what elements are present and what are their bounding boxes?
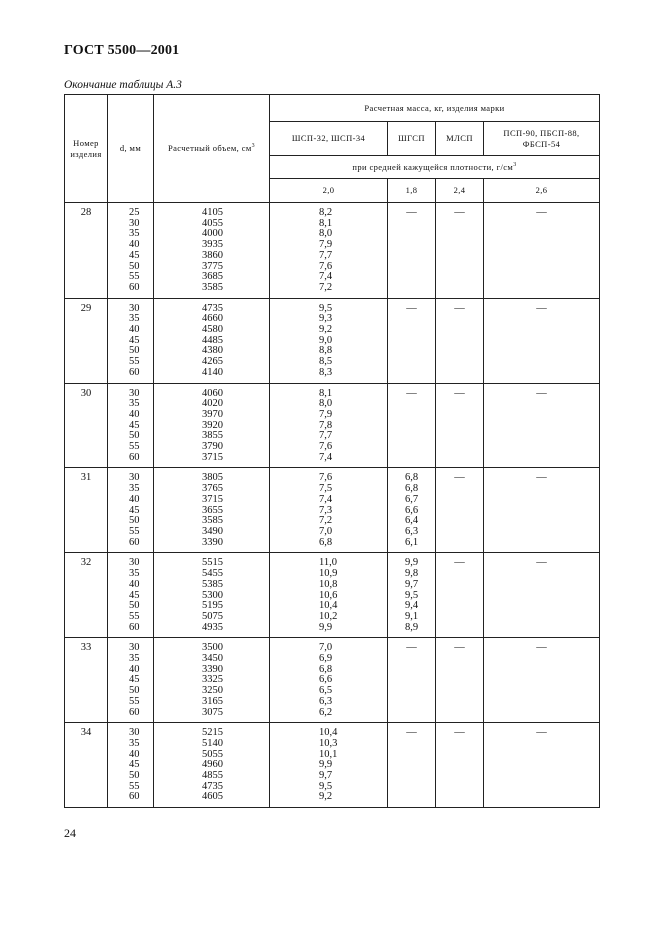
cell-volume-value: 3655 [202, 504, 223, 516]
cell-mass-3-value: — [454, 387, 465, 399]
cell-d [108, 383, 154, 468]
cell-mass-1 [270, 203, 388, 299]
cell-mass-3-value: — [454, 642, 465, 654]
cell-mass-1-value: 10,4 [319, 600, 338, 612]
cell-mass-1-value: 11,0 [319, 557, 337, 569]
cell-volume-value: 4605 [202, 791, 223, 803]
header-brand-2: ШГСП [388, 122, 436, 156]
header-density-sup: 3 [513, 162, 517, 169]
cell-volume-value: 4380 [202, 345, 223, 357]
cell-mass-4 [484, 468, 600, 553]
cell-mass-1-value: 7,7 [319, 249, 333, 261]
cell-mass-1-value: 7,0 [319, 642, 333, 654]
cell-d-value: 60 [129, 791, 140, 803]
cell-volume [154, 468, 270, 553]
cell-volume-value: 3490 [202, 525, 223, 537]
cell-d [108, 723, 154, 808]
cell-mass-1 [270, 553, 388, 638]
cell-d-value: 50 [129, 430, 140, 442]
cell-d-value: 60 [129, 706, 140, 718]
cell-mass-2-value: 9,7 [404, 578, 419, 590]
cell-volume-value: 5515 [202, 557, 223, 569]
cell-mass-4-value: — [536, 387, 547, 399]
table-row [65, 383, 600, 468]
cell-d-value: 55 [129, 356, 140, 368]
cell-volume [154, 298, 270, 383]
cell-mass-2 [388, 203, 436, 299]
cell-item-number-value: 28 [80, 207, 92, 218]
cell-volume-value: 3585 [202, 515, 223, 527]
cell-volume-value: 3775 [202, 260, 223, 272]
cell-mass-1-value: 7,4 [319, 493, 333, 505]
header-item-number: Номер изделия [65, 95, 108, 203]
cell-mass-2 [388, 723, 436, 808]
cell-item-number [65, 468, 108, 553]
cell-mass-2-value: 6,1 [404, 536, 419, 548]
cell-d-value: 45 [129, 674, 140, 686]
cell-d-value: 60 [129, 621, 140, 633]
cell-d-value: 50 [129, 770, 140, 782]
cell-volume-value: 4735 [202, 780, 223, 792]
cell-volume-value: 4055 [202, 217, 223, 229]
cell-d-value: 30 [129, 557, 140, 569]
cell-volume-value: 3715 [202, 451, 223, 463]
cell-mass-1-value: 9,2 [319, 324, 333, 336]
cell-d-value: 60 [129, 451, 140, 463]
cell-mass-1-value: 10,3 [319, 737, 338, 749]
cell-d-value: 40 [129, 748, 140, 760]
cell-volume-value: 3685 [202, 271, 223, 283]
cell-d-value: 40 [129, 239, 140, 251]
cell-volume-value: 5140 [202, 737, 223, 749]
cell-mass-1-value: 7,4 [319, 451, 333, 463]
cell-mass-1-value: 8,0 [319, 398, 333, 410]
cell-mass-3-value: — [454, 302, 465, 314]
cell-mass-1 [270, 298, 388, 383]
cell-mass-2-value: 6,8 [404, 483, 419, 495]
cell-mass-2 [388, 383, 436, 468]
cell-d-value: 45 [129, 249, 140, 261]
cell-mass-1-value: 8,5 [319, 356, 333, 368]
cell-mass-1-value: 6,8 [319, 663, 333, 675]
cell-volume-value: 4020 [202, 398, 223, 410]
cell-mass-3-value: — [454, 727, 465, 739]
header-brand-4: ПСП-90, ПБСП-88, ФБСП-54 [484, 122, 600, 156]
cell-d-value: 55 [129, 610, 140, 622]
cell-mass-2-value: — [406, 207, 417, 218]
cell-volume-value: 5195 [202, 600, 223, 612]
cell-volume [154, 638, 270, 723]
cell-item-number-value: 33 [80, 642, 92, 654]
cell-mass-1 [270, 468, 388, 553]
header-volume-label: Расчетный объем, см [167, 143, 252, 154]
cell-d-value: 50 [129, 685, 140, 697]
cell-mass-1-value: 9,5 [319, 780, 333, 792]
cell-d-value: 60 [129, 366, 140, 378]
header-mass-group: Расчетная масса, кг, изделия марки [270, 95, 600, 122]
cell-mass-4 [484, 638, 600, 723]
cell-d-value: 40 [129, 408, 140, 420]
cell-item-number-value: 30 [80, 387, 92, 399]
cell-mass-1-value: 6,9 [319, 653, 333, 665]
cell-volume-value: 3790 [202, 441, 223, 453]
cell-mass-2-value: 9,9 [404, 557, 419, 569]
cell-d-value: 30 [129, 727, 140, 739]
cell-mass-1-value: 7,0 [319, 525, 333, 537]
header-volume-sup: 3 [251, 143, 256, 150]
cell-d-value: 55 [129, 441, 140, 453]
cell-volume [154, 553, 270, 638]
cell-volume-value: 5075 [202, 610, 223, 622]
cell-d-value: 45 [129, 419, 140, 431]
cell-mass-1-value: 9,5 [319, 302, 333, 314]
cell-mass-1-value: 7,9 [319, 408, 333, 420]
cell-d-value: 45 [129, 589, 140, 601]
cell-mass-3-value: — [454, 472, 465, 484]
cell-d [108, 203, 154, 299]
cell-d [108, 298, 154, 383]
cell-item-number [65, 203, 108, 299]
cell-volume-value: 4855 [202, 770, 223, 782]
cell-mass-2-value: — [406, 387, 417, 399]
cell-mass-1-value: 7,6 [319, 260, 333, 272]
cell-volume-value: 3075 [202, 706, 223, 718]
cell-mass-1-value: 10,8 [319, 578, 338, 590]
cell-mass-1 [270, 383, 388, 468]
cell-volume-value: 4265 [202, 356, 223, 368]
cell-volume-value: 3805 [202, 472, 223, 484]
cell-volume-value: 4935 [202, 621, 223, 633]
cell-d-value: 35 [129, 313, 140, 325]
cell-mass-4-value: — [536, 207, 547, 218]
table-row [65, 553, 600, 638]
cell-mass-2-value: — [406, 727, 417, 739]
cell-mass-1-value: 10,9 [319, 568, 338, 580]
cell-volume-value: 4660 [202, 313, 223, 325]
cell-volume-value: 3855 [202, 430, 223, 442]
cell-mass-4 [484, 553, 600, 638]
cell-d [108, 638, 154, 723]
cell-mass-2-value: 9,4 [404, 600, 419, 612]
cell-volume-value: 3860 [202, 249, 223, 261]
cell-d-value: 35 [129, 568, 140, 580]
cell-mass-2-value: — [406, 302, 417, 314]
cell-mass-1-value: 7,2 [319, 281, 333, 293]
cell-d [108, 468, 154, 553]
cell-mass-4-value: — [536, 557, 547, 569]
cell-mass-1-value: 10,4 [319, 727, 338, 739]
cell-volume-value: 3390 [202, 663, 223, 675]
cell-item-number [65, 723, 108, 808]
cell-volume [154, 203, 270, 299]
cell-mass-2-value: 6,8 [404, 472, 419, 484]
cell-mass-1-value: 7,2 [319, 515, 333, 527]
table-row [65, 638, 600, 723]
cell-mass-2-value: 6,3 [404, 525, 419, 537]
cell-item-number [65, 383, 108, 468]
cell-mass-1-value: 9,3 [319, 313, 333, 325]
cell-d [108, 553, 154, 638]
cell-mass-1-value: 10,2 [319, 610, 338, 622]
cell-d-value: 50 [129, 260, 140, 272]
cell-mass-4 [484, 298, 600, 383]
cell-volume-value: 3250 [202, 685, 223, 697]
cell-volume-value: 4060 [202, 387, 223, 399]
cell-mass-1-value: 8,1 [319, 217, 333, 229]
cell-mass-1-value: 6,5 [319, 685, 333, 697]
table-row [65, 203, 600, 299]
cell-mass-1-value: 7,6 [319, 441, 333, 453]
cell-volume-value: 5385 [202, 578, 223, 590]
cell-volume-value: 3585 [202, 281, 223, 293]
cell-mass-2-value: 6,4 [404, 515, 419, 527]
cell-d-value: 55 [129, 525, 140, 537]
cell-mass-4 [484, 723, 600, 808]
cell-mass-3-value: — [454, 557, 465, 569]
cell-volume-value: 5300 [202, 589, 223, 601]
table-row [65, 468, 600, 553]
cell-volume-value: 3500 [202, 642, 223, 654]
cell-volume-value: 3970 [202, 408, 223, 420]
cell-d-value: 40 [129, 493, 140, 505]
cell-d-value: 35 [129, 228, 140, 240]
cell-mass-2-value: — [406, 642, 417, 654]
cell-d-value: 60 [129, 536, 140, 548]
cell-mass-1-value: 7,8 [319, 419, 333, 431]
cell-mass-2 [388, 468, 436, 553]
cell-d-value: 60 [129, 281, 140, 293]
cell-d-value: 40 [129, 663, 140, 675]
cell-mass-1-value: 9,7 [319, 770, 333, 782]
cell-volume-value: 4735 [202, 302, 223, 314]
cell-mass-1-value: 8,0 [319, 228, 333, 240]
cell-d-value: 35 [129, 653, 140, 665]
cell-item-number [65, 638, 108, 723]
page-header: ГОСТ 5500—2001 [64, 43, 180, 58]
cell-mass-2-value: 9,1 [404, 610, 419, 622]
table-body [65, 203, 600, 808]
cell-mass-1-value: 8,3 [319, 366, 333, 378]
cell-d-value: 50 [129, 600, 140, 612]
header-d-mm: d, мм [108, 95, 154, 203]
cell-item-number [65, 553, 108, 638]
cell-item-number-value: 31 [80, 472, 92, 484]
cell-d-value: 50 [129, 515, 140, 527]
cell-mass-4-value: — [536, 642, 547, 654]
cell-mass-4 [484, 383, 600, 468]
header-brand-1: ШСП-32, ШСП-34 [270, 122, 388, 156]
cell-volume-value: 4140 [202, 366, 223, 378]
cell-d-value: 40 [129, 578, 140, 590]
cell-volume-value: 5455 [202, 568, 223, 580]
table-row [65, 723, 600, 808]
cell-volume-value: 5055 [202, 748, 223, 760]
cell-volume-value: 3325 [202, 674, 223, 686]
table-caption: Окончание таблицы А.3 [64, 79, 182, 91]
cell-mass-3 [436, 553, 484, 638]
cell-mass-3 [436, 638, 484, 723]
cell-d-value: 35 [129, 398, 140, 410]
cell-volume-value: 3765 [202, 483, 223, 495]
cell-d-value: 30 [129, 217, 140, 229]
cell-mass-1-value: 6,3 [319, 695, 333, 707]
cell-volume-value: 4000 [202, 228, 223, 240]
cell-d-value: 45 [129, 504, 140, 516]
cell-d-value: 45 [129, 759, 140, 771]
cell-mass-1-value: 7,6 [319, 472, 333, 484]
cell-d-value: 30 [129, 642, 140, 654]
cell-mass-1-value: 8,2 [319, 207, 333, 218]
cell-mass-3-value: — [454, 207, 465, 218]
cell-mass-2-value: 9,5 [404, 589, 419, 601]
cell-d-value: 55 [129, 271, 140, 283]
cell-item-number-value: 29 [80, 302, 92, 314]
cell-mass-1-value: 10,1 [319, 748, 338, 760]
cell-d-value: 50 [129, 345, 140, 357]
cell-mass-1-value: 7,9 [319, 239, 333, 251]
cell-d-value: 55 [129, 695, 140, 707]
cell-mass-1-value: 7,5 [319, 483, 333, 495]
cell-mass-3 [436, 203, 484, 299]
table-row [65, 298, 600, 383]
cell-mass-3 [436, 723, 484, 808]
cell-volume-value: 4580 [202, 324, 223, 336]
cell-mass-2-value: 6,7 [404, 493, 419, 505]
cell-mass-1-value: 8,8 [319, 345, 333, 357]
cell-volume-value: 3920 [202, 419, 223, 431]
cell-mass-2-value: 8,9 [404, 621, 419, 633]
mass-table [64, 94, 600, 808]
cell-item-number-value: 34 [80, 727, 92, 739]
header-density-text: при средней кажущейся плотности, г/см [352, 161, 514, 172]
cell-mass-1-value: 9,9 [319, 621, 333, 633]
cell-volume-value: 3450 [202, 653, 223, 665]
cell-volume-value: 5215 [202, 727, 223, 739]
cell-d-value: 55 [129, 780, 140, 792]
cell-mass-1-value: 9,2 [319, 791, 333, 803]
cell-volume-value: 3165 [202, 695, 223, 707]
cell-volume-value: 4105 [202, 207, 223, 218]
cell-mass-2-value: 6,6 [404, 504, 419, 516]
header-density-4: 2,6 [484, 179, 600, 203]
header-density-3: 2,4 [436, 179, 484, 203]
cell-d-value: 25 [129, 207, 140, 218]
cell-item-number [65, 298, 108, 383]
cell-d-value: 45 [129, 334, 140, 346]
cell-mass-2 [388, 638, 436, 723]
cell-mass-1-value: 9,9 [319, 759, 333, 771]
header-volume [154, 95, 270, 203]
cell-volume [154, 383, 270, 468]
cell-volume-value: 3935 [202, 239, 223, 251]
cell-mass-4-value: — [536, 302, 547, 314]
cell-mass-4-value: — [536, 472, 547, 484]
cell-mass-3 [436, 468, 484, 553]
cell-volume-value: 4960 [202, 759, 223, 771]
cell-mass-2 [388, 298, 436, 383]
cell-volume-value: 3390 [202, 536, 223, 548]
cell-mass-1-value: 9,0 [319, 334, 333, 346]
header-density-1: 2,0 [270, 179, 388, 203]
page-number: 24 [64, 826, 76, 840]
cell-d-value: 40 [129, 324, 140, 336]
cell-mass-1-value: 7,7 [319, 430, 333, 442]
cell-d-value: 30 [129, 302, 140, 314]
cell-volume-value: 4485 [202, 334, 223, 346]
cell-mass-2-value: 9,8 [404, 568, 419, 580]
cell-volume [154, 723, 270, 808]
header-brand-3: МЛСП [436, 122, 484, 156]
cell-mass-1-value: 6,8 [319, 536, 333, 548]
cell-d-value: 35 [129, 737, 140, 749]
cell-mass-1-value: 8,1 [319, 387, 333, 399]
cell-mass-1-value: 7,4 [319, 271, 333, 283]
cell-item-number-value: 32 [80, 557, 92, 569]
cell-mass-1-value: 6,2 [319, 706, 333, 718]
cell-d-value: 35 [129, 483, 140, 495]
cell-mass-1 [270, 723, 388, 808]
cell-mass-1 [270, 638, 388, 723]
cell-mass-2 [388, 553, 436, 638]
header-density-2: 1,8 [388, 179, 436, 203]
cell-d-value: 30 [129, 387, 140, 399]
cell-mass-3 [436, 383, 484, 468]
header-density-label [270, 156, 600, 179]
cell-mass-4-value: — [536, 727, 547, 739]
cell-mass-1-value: 7,3 [319, 504, 333, 516]
cell-d-value: 30 [129, 472, 140, 484]
cell-mass-4 [484, 203, 600, 299]
cell-mass-1-value: 10,6 [319, 589, 338, 601]
cell-mass-1-value: 6,6 [319, 674, 333, 686]
cell-mass-3 [436, 298, 484, 383]
cell-volume-value: 3715 [202, 493, 223, 505]
